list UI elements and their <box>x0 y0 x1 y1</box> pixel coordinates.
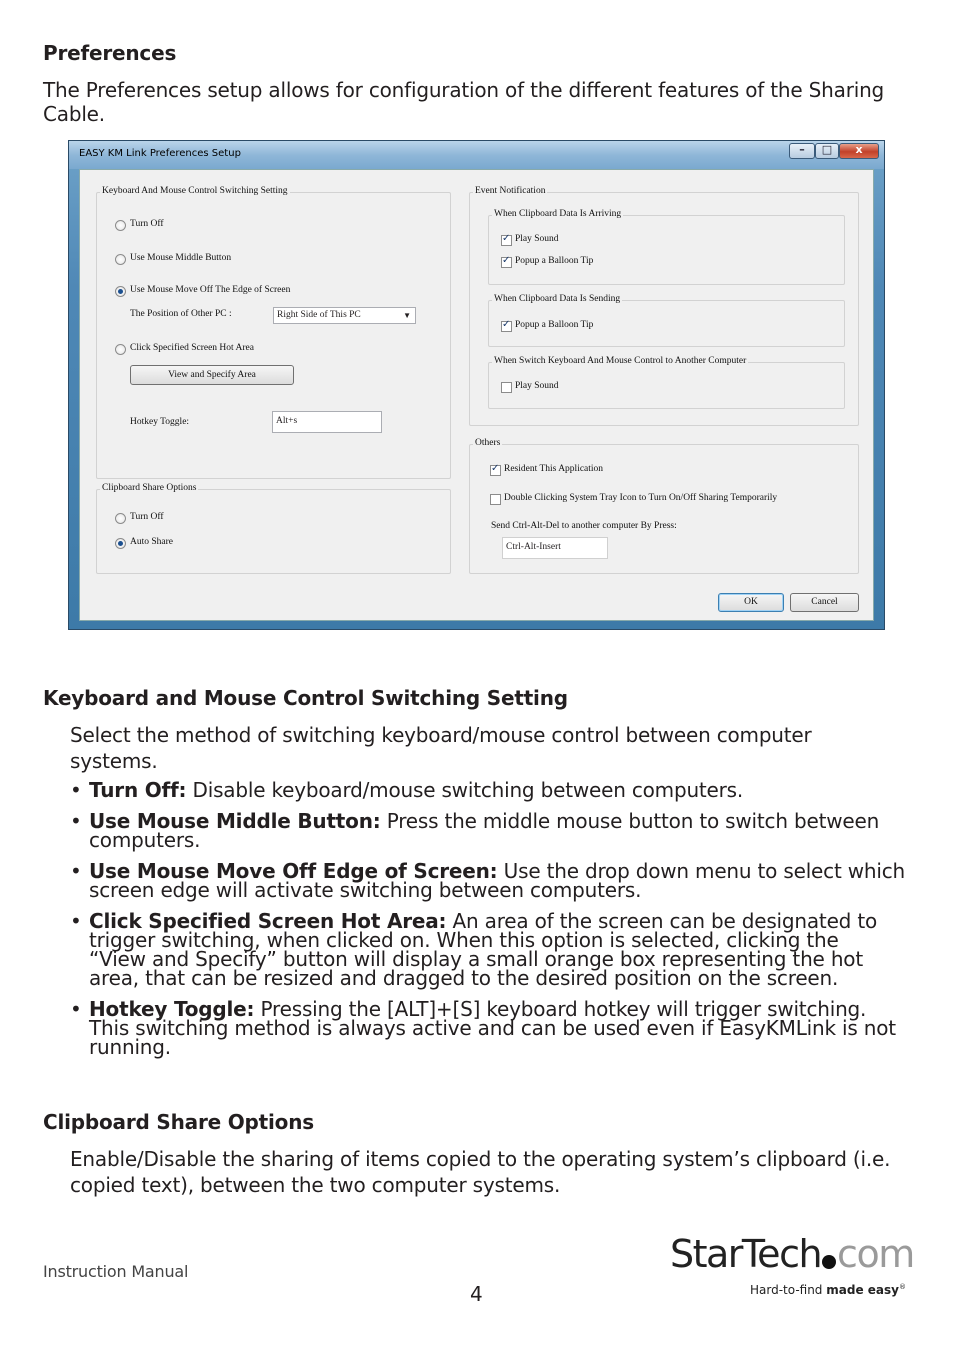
bullet-text: Use the drop down menu to select which <box>503 859 906 883</box>
clip-turn-off-radio[interactable] <box>115 513 126 524</box>
arriving-subgroup <box>488 209 845 285</box>
clip-section-description-line-2: copied text), between the two computer systems. <box>70 1173 561 1197</box>
sending-subgroup-label: When Clipboard Data Is Sending <box>494 294 621 304</box>
window-title: EASY KM Link Preferences Setup <box>79 148 241 159</box>
ok-button[interactable]: OK <box>718 593 784 612</box>
bullet-term: Click Specified Screen Hot Area: <box>89 909 447 933</box>
position-other-pc-select[interactable] <box>273 307 416 324</box>
arriving-subgroup-label: When Clipboard Data Is Arriving <box>494 209 622 219</box>
sending-balloon-checkbox[interactable] <box>501 321 512 332</box>
maximize-icon: □ <box>821 143 833 156</box>
bullet-line: trigger switching, when clicked on. When this option is selected, clicking the <box>89 928 839 952</box>
bullet-text: Pressing the [ALT]+[S] keyboard hotkey will trigger switching. <box>260 997 867 1021</box>
kb-turn-off-radio[interactable] <box>115 220 126 231</box>
bullet-term: Hotkey Toggle: <box>89 997 255 1021</box>
close-icon: x <box>855 143 863 156</box>
ctrl-alt-del-label: Send Ctrl-Alt-Del to another computer By Press: <box>491 521 677 531</box>
position-other-pc-value: Right Side of This PC <box>277 310 361 320</box>
page-number: 4 <box>470 1282 483 1306</box>
clip-section-description <box>70 1146 890 1198</box>
bullet-line: “View and Specify” button will display a small orange box representing the hot <box>89 947 863 971</box>
logo-startech-text: StarTech <box>670 1232 822 1276</box>
kb-section-heading: Keyboard and Mouse Control Switching Setting <box>43 686 568 710</box>
kb-move-off-edge-label: Use Mouse Move Off The Edge of Screen <box>130 285 291 295</box>
sending-balloon-label: Popup a Balloon Tip <box>515 320 594 330</box>
checkmark-icon: ✓ <box>502 255 511 266</box>
kb-section-description <box>70 722 812 774</box>
maximize-button[interactable] <box>815 143 839 159</box>
checkmark-icon: ✓ <box>502 319 511 330</box>
chevron-down-icon: ▼ <box>403 311 411 320</box>
clip-auto-share-label: Auto Share <box>130 537 174 547</box>
clipboard-share-group <box>96 483 451 574</box>
switch-subgroup <box>488 356 845 409</box>
tagline-bold: made easy <box>826 1283 899 1297</box>
preferences-description-line-2: Cable. <box>43 102 105 126</box>
bullet-text: Press the middle mouse button to switch between <box>386 809 880 833</box>
window-client-area <box>79 169 874 621</box>
arriving-play-sound-label: Play Sound <box>515 234 559 244</box>
ctrl-alt-del-input[interactable]: Ctrl-Alt-Insert <box>502 537 608 559</box>
minimize-icon: – <box>799 143 805 156</box>
bullet-term: Use Mouse Middle Button: <box>89 809 381 833</box>
double-click-checkbox[interactable] <box>490 494 501 505</box>
kb-turn-off-label: Turn Off <box>130 219 164 229</box>
bullet-line: running. <box>89 1035 171 1059</box>
bullet-text: An area of the screen can be designated to <box>452 909 877 933</box>
hotkey-toggle-input[interactable]: Alt+s <box>272 411 382 433</box>
checkmark-icon: ✓ <box>502 233 511 244</box>
switch-play-sound-checkbox[interactable] <box>501 382 512 393</box>
footer-label: Instruction Manual <box>43 1262 189 1281</box>
event-notification-group <box>469 186 859 426</box>
resident-label: Resident This Application <box>504 464 604 474</box>
bullet-line: screen edge will activate switching between computers. <box>89 878 642 902</box>
tagline-light: Hard-to-find <box>750 1283 827 1297</box>
clip-section-description-line-1: Enable/Disable the sharing of items copied to the operating system’s clipboard (i.e. <box>70 1147 891 1171</box>
kb-middle-button-label: Use Mouse Middle Button <box>130 253 232 263</box>
resident-checkbox[interactable] <box>490 465 501 476</box>
tagline-registered: ® <box>898 1283 906 1291</box>
sending-subgroup <box>488 294 845 347</box>
bullet-line: This switching method is always active and can be used even if EasyKMLink is not <box>89 1016 896 1040</box>
others-group <box>469 438 859 574</box>
clipboard-share-group-label: Clipboard Share Options <box>102 483 197 493</box>
event-notification-group-label: Event Notification <box>475 186 546 196</box>
view-specify-area-button[interactable]: View and Specify Area <box>130 365 294 385</box>
bullet-text: Disable keyboard/mouse switching between computers. <box>192 778 744 802</box>
hotkey-toggle-label: Hotkey Toggle: <box>130 417 190 427</box>
bullet-line: area, that can be resized and dragged to the desired position on the screen. <box>89 966 839 990</box>
arriving-play-sound-checkbox[interactable] <box>501 235 512 246</box>
arriving-balloon-label: Popup a Balloon Tip <box>515 256 594 266</box>
bullet-marker: • <box>70 997 82 1021</box>
logo-com-text: com <box>837 1232 914 1276</box>
logo-tagline <box>750 1283 906 1297</box>
arriving-balloon-checkbox[interactable] <box>501 257 512 268</box>
clip-section-heading: Clipboard Share Options <box>43 1110 314 1134</box>
bullet-line <box>89 778 909 802</box>
startech-logo <box>670 1232 914 1302</box>
kb-switching-group <box>96 186 451 479</box>
bullet-marker: • <box>70 809 82 833</box>
position-other-pc-label: The Position of Other PC : <box>130 309 232 319</box>
bullet-marker: • <box>70 778 82 802</box>
bullet-marker: • <box>70 909 82 933</box>
minimize-button[interactable] <box>789 143 815 159</box>
preferences-description <box>43 77 884 127</box>
clip-auto-share-radio[interactable] <box>115 538 126 549</box>
clip-turn-off-label: Turn Off <box>130 512 164 522</box>
kb-move-off-edge-radio[interactable] <box>115 286 126 297</box>
preferences-description-line-1: The Preferences setup allows for configuration of the different features of the Sharing <box>43 78 885 102</box>
preferences-window <box>68 140 885 630</box>
kb-section-description-line-1: Select the method of switching keyboard/mouse control between computer <box>70 723 812 747</box>
bullet-line <box>89 809 909 833</box>
kb-switching-group-label: Keyboard And Mouse Control Switching Setting <box>102 186 288 196</box>
kb-hot-area-label: Click Specified Screen Hot Area <box>130 343 254 353</box>
preferences-heading: Preferences <box>43 41 177 65</box>
kb-middle-button-radio[interactable] <box>115 254 126 265</box>
double-click-label: Double Clicking System Tray Icon to Turn On/Off Sharing Temporarily <box>504 493 778 503</box>
logo-dot-icon <box>822 1255 836 1269</box>
switch-subgroup-label: When Switch Keyboard And Mouse Control to Another Computer <box>494 356 747 366</box>
cancel-button[interactable]: Cancel <box>790 593 859 612</box>
close-button[interactable] <box>839 143 879 159</box>
kb-section-description-line-2: systems. <box>70 749 158 773</box>
kb-hot-area-radio[interactable] <box>115 344 126 355</box>
others-group-label: Others <box>475 438 501 448</box>
bullet-line: computers. <box>89 828 201 852</box>
switch-play-sound-label: Play Sound <box>515 381 559 391</box>
checkmark-icon: ✓ <box>491 463 500 474</box>
bullet-term: Use Mouse Move Off Edge of Screen: <box>89 859 498 883</box>
window-titlebar <box>69 141 884 169</box>
bullet-marker: • <box>70 859 82 883</box>
bullet-term: Turn Off: <box>89 778 187 802</box>
